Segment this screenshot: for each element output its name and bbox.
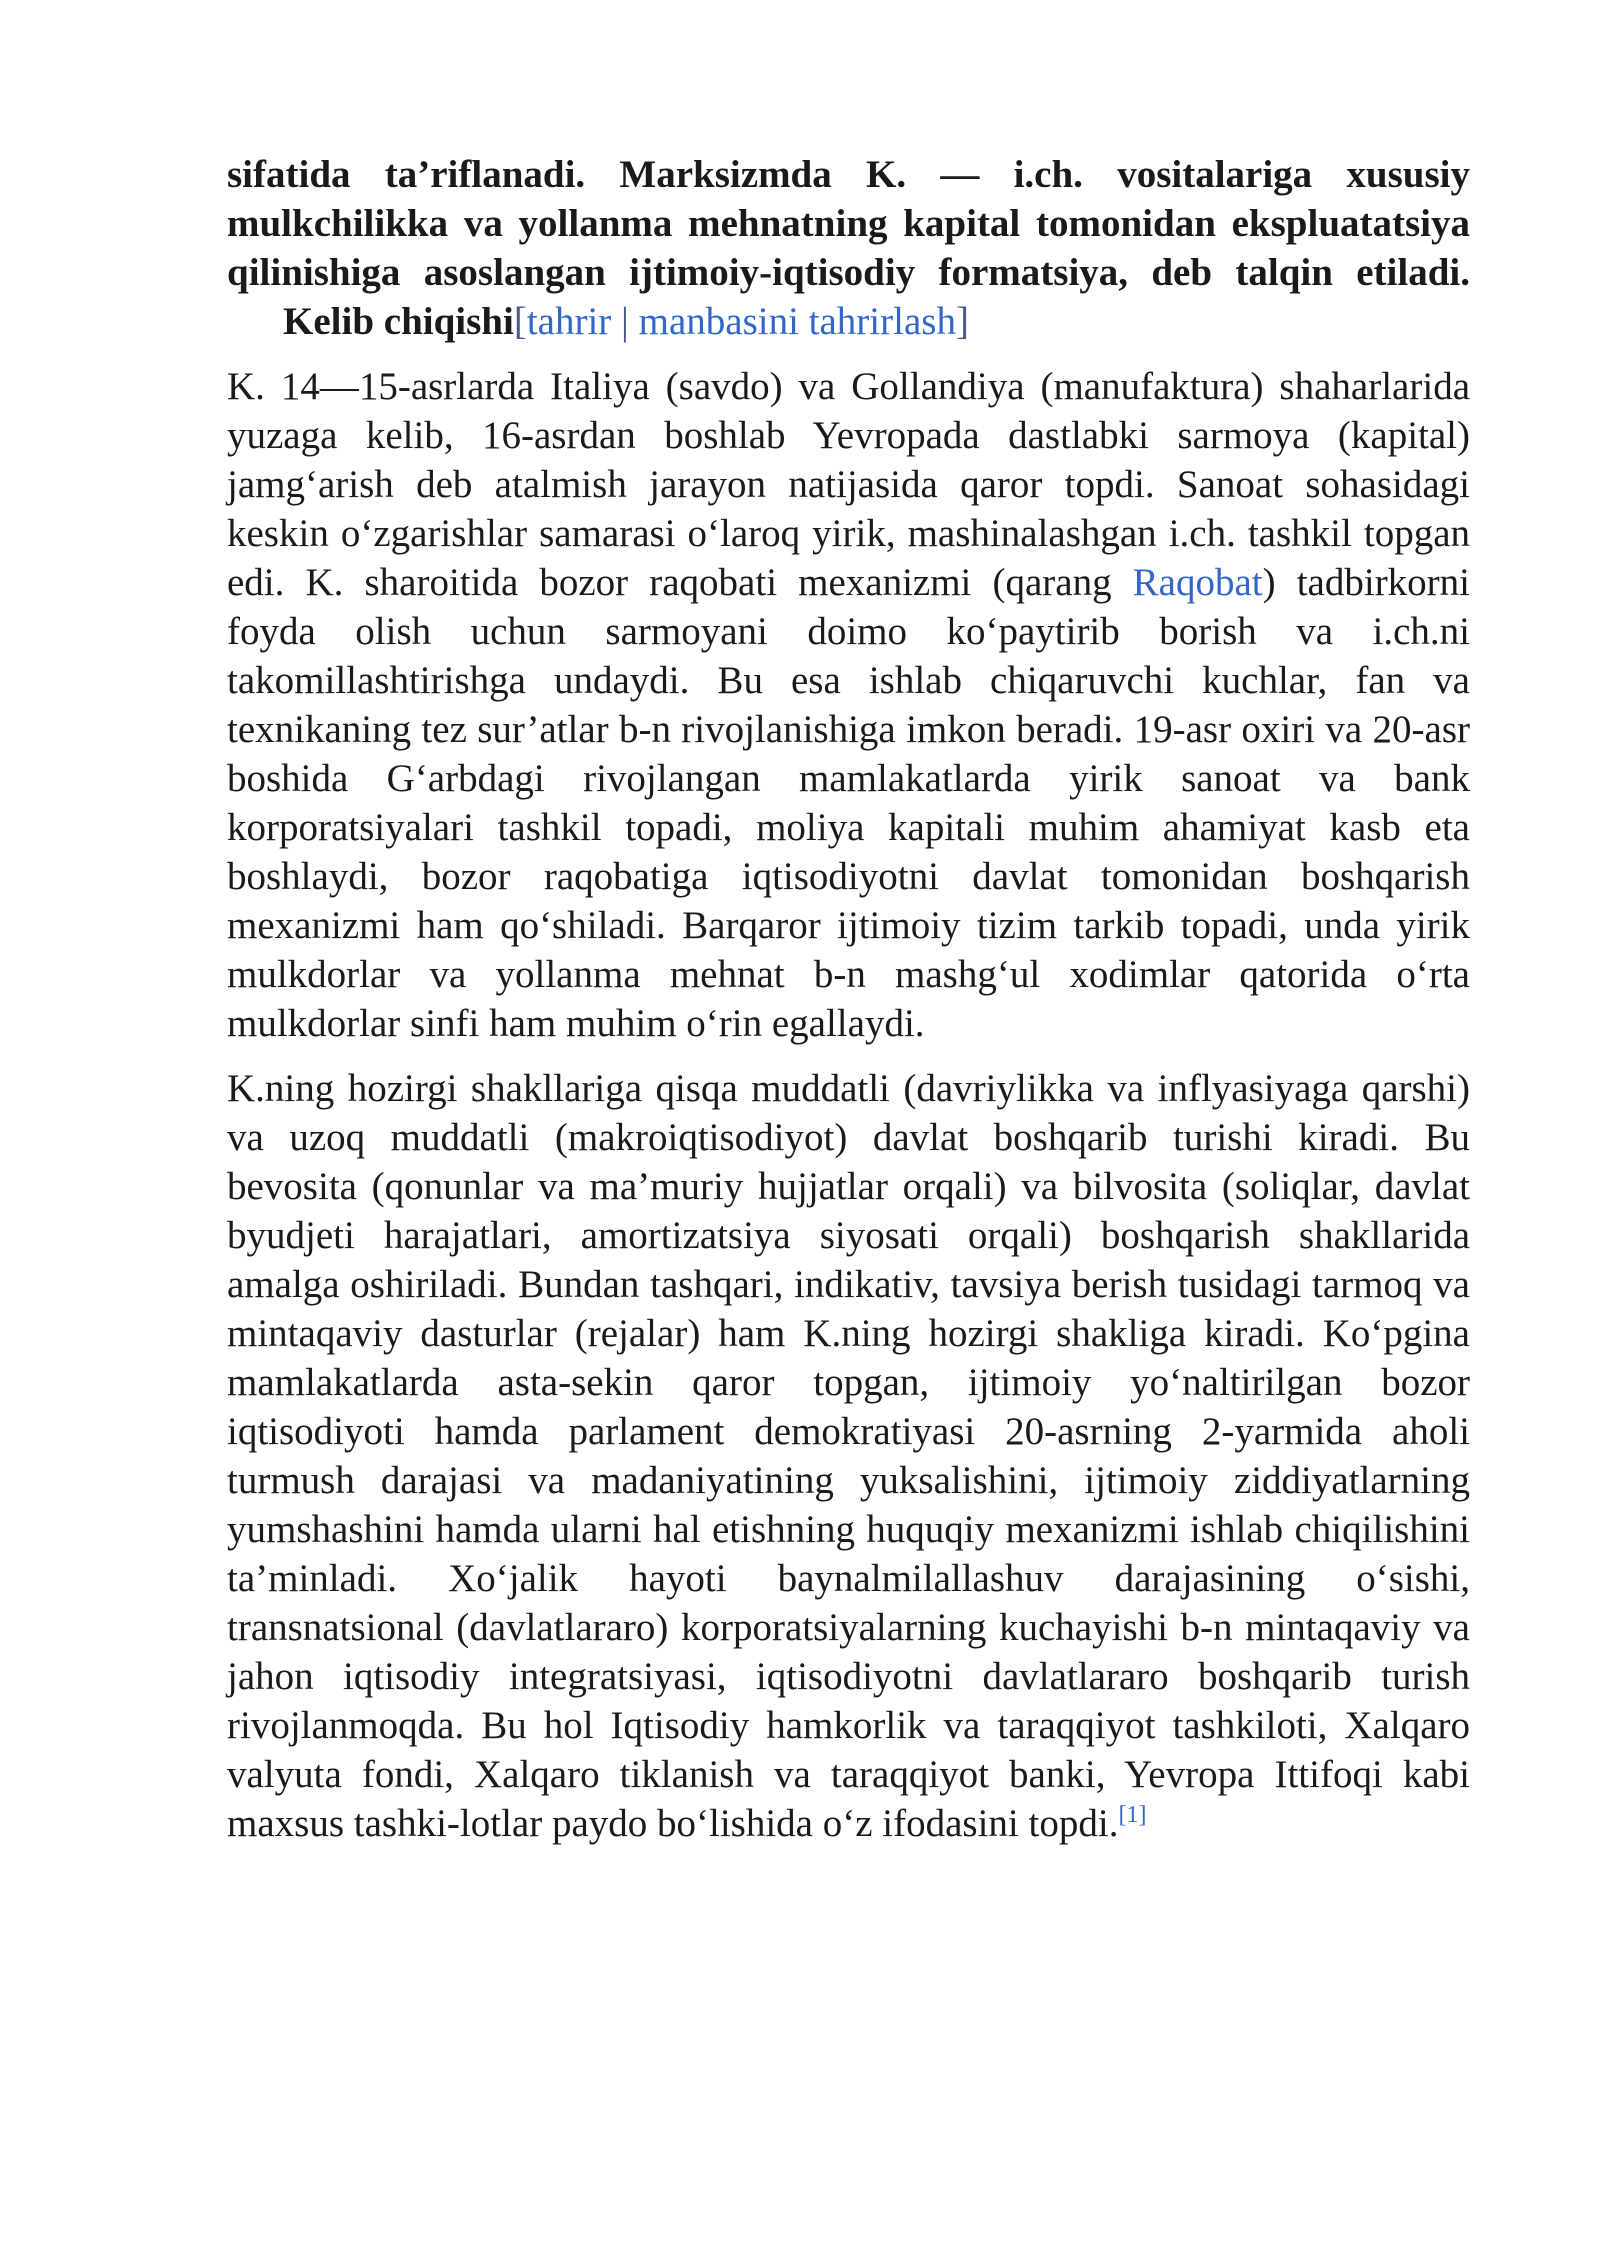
footnote-link[interactable]: [1] bbox=[1118, 1802, 1147, 1828]
edit-source-link[interactable]: manbasini tahrirlash bbox=[638, 300, 956, 343]
footnote-reference bbox=[1118, 1802, 1146, 1828]
raqobat-link[interactable]: Raqobat bbox=[1132, 561, 1263, 604]
edit-link[interactable]: tahrir bbox=[526, 300, 612, 343]
origin-paragraph bbox=[227, 362, 1470, 1048]
intro-definition-text: sifatida ta’riflanadi. Marksizmda K. — i.ch. vositalariga xususiy mulkchilikka va yollanma mehnatning kapital tomonidan ekspluatatsiya qilinishiga asoslangan ijtimoiy-iqtisodiy formatsiya, deb talqin etiladi. bbox=[227, 153, 1470, 294]
section-heading bbox=[283, 300, 514, 343]
edit-bracket-close: ] bbox=[955, 300, 969, 343]
edit-bracket-open: [ bbox=[513, 300, 527, 343]
article-body bbox=[227, 150, 1470, 1864]
intro-paragraph bbox=[227, 150, 1470, 346]
modern-forms-text: K.ning hozirgi shakllariga qisqa muddatli (davriylikka va inflyasiyaga qarshi) va uzoq muddatli (makroiqtisodiyot) davlat boshqarib turishi kiradi. Bu bevosita (qonunlar va ma’muriy hujjatlar orqali) va bilvosita (soliqlar, davlat byudjeti harajatlari, amortizatsiya siyosati orqali) boshqarish shakllarida amalga oshiriladi. Bundan tashqari, indikativ, tavsiya berish tusidagi tarmoq va mintaqaviy dasturlar (rejalar) ham K.ning hozirgi shakliga kiradi. Ko‘pgina mamlakatlarda asta-sekin qaror topgan, ijtimoiy yo‘naltirilgan bozor iqtisodiyoti hamda parlament demokratiyasi 20-asrning 2-yarmida aholi turmush darajasi va madaniyatining yuksalishini, ijtimoiy ziddiyatlarning yumshashini hamda ularni hal etishning huquqiy mexanizmi ishlab chiqilishini ta’minladi. Xo‘jalik hayoti baynalmilallashuv darajasining o‘sishi, transnatsional (davlatlararo) korporatsiyalarning kuchayishi b-n mintaqaviy va jahon iqtisodiy integratsiyasi, iqtisodiyotni davlatlararo boshqarib turish rivojlanmoqda. Bu hol Iqtisodiy hamkorlik va taraqqiyot tashkiloti, Xalqaro valyuta fondi, Xalqaro tiklanish va taraqqiyot banki, Yevropa Ittifoqi kabi maxsus tashki-lotlar paydo bo‘lishida o‘z ifodasini topdi. bbox=[227, 1067, 1470, 1845]
edit-separator: | bbox=[611, 300, 639, 343]
origin-text-start: K. 14—15-asrlarda Italiya (savdo) va Gollandiya (manufaktura) shaharlarida yuzaga kelib, 16-asrdan boshlab Yevropada dastlabki sarmoya (kapital) jamg‘arish deb atalmish jarayon natijasida qaror topdi. Sanoat sohasidagi keskin o‘zgarishlar samarasi o‘laroq yirik, mashinalashgan i.ch. tashkil topgan edi. K. sharoitida bozor raqobati mexanizmi (qarang bbox=[227, 365, 1470, 604]
origin-text-end: ) tadbirkorni foyda olish uchun sarmoyani doimo ko‘paytirib borish va i.ch.ni takomillashtirishga undaydi. Bu esa ishlab chiqaruvchi kuchlar, fan va texnikaning tez sur’atlar b-n rivojlanishiga imkon beradi. 19-asr oxiri va 20-asr boshida G‘arbdagi rivojlangan mamlakatlarda yirik sanoat va bank korporatsiyalari tashkil topadi, moliya kapitali muhim ahamiyat kasb eta boshlaydi, bozor raqobatiga iqtisodiyotni davlat tomonidan boshqarish mexanizmi ham qo‘shiladi. Barqaror ijtimoiy tizim tarkib topadi, unda yirik mulkdorlar va yollanma mehnat b-n mashg‘ul xodimlar qatorida o‘rta mulkdorlar sinfi ham muhim o‘rin egallaydi. bbox=[227, 561, 1471, 1045]
modern-forms-paragraph bbox=[227, 1064, 1470, 1848]
section-heading-text: Kelib chiqishi bbox=[283, 300, 514, 343]
